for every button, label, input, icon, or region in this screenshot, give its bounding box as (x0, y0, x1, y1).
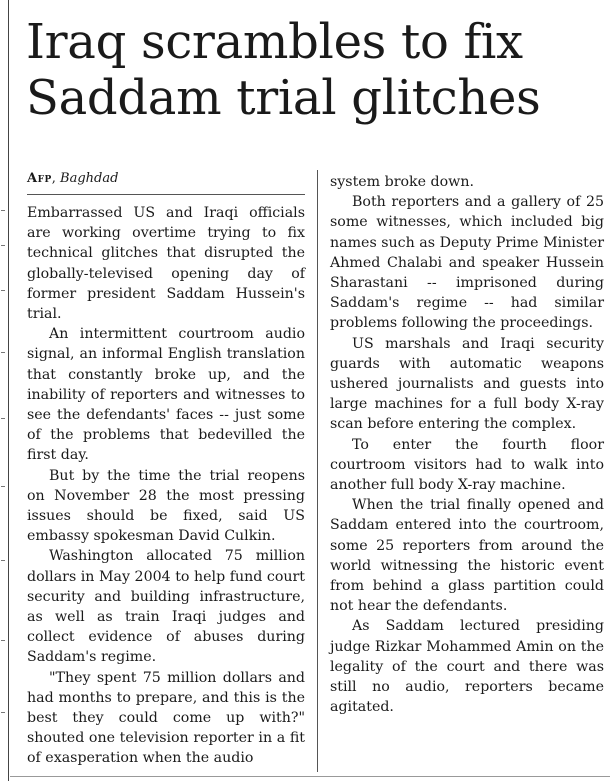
paragraph: US marshals and Iraqi security guards with automatic weapons ushered journalists and guests into large machines for a full body X-ray scan before entering the complex. (330, 335, 604, 433)
paragraph: "They spent 75 million dollars and had months to prepare, and this is the best they could come up with?" shouted one television reporter in a fit of exasperation when the audio (27, 669, 305, 767)
byline: Afp, Baghdad (27, 170, 305, 195)
paragraph: But by the time the trial reopens on November 28 the most pressing issues should be fixed, said US embassy spokesman David Culkin. (27, 467, 305, 545)
article-headline: Iraq scrambles to fix Saddam trial glitches (26, 14, 541, 126)
byline-dateline: Baghdad (60, 171, 119, 186)
paragraph: As Saddam lectured presiding judge Rizkar Mohammed Amin on the legality of the court and there was still no audio, reporters became agitated. (330, 618, 604, 716)
left-margin-ticks (1, 0, 7, 781)
paragraph-continued: system broke down. (330, 174, 474, 190)
paragraph: Washington allocated 75 million dollars in May 2004 to help fund court security and building infrastructure, as well as train Iraqi judges and collect evidence of abuses during Saddam's regime. (27, 548, 305, 666)
column-divider (317, 170, 318, 772)
paragraph: To enter the fourth floor courtroom visitors had to walk into another full body X-ray machine. (330, 436, 604, 494)
paragraph: When the trial finally opened and Saddam entered into the courtroom, some 25 reporters from around the world witnessing the historic event from behind a glass partition could not hear the defendants. (330, 497, 604, 615)
article-right-column (330, 172, 604, 717)
paragraph: Both reporters and a gallery of 25 some witnesses, which included big names such as Deputy Prime Minister Ahmed Chalabi and speaker Hussein Sharastani -- imprisoned during Saddam's regime -- had similar problems following the proceedings. (330, 194, 604, 332)
paragraph: Embarrassed US and Iraqi officials are working overtime trying to fix technical glitches that disrupted the globally-televised opening day of former president Saddam Hussein's trial. (27, 205, 305, 323)
article-left-column (27, 170, 305, 769)
bottom-rule (10, 776, 610, 777)
left-margin-rule (8, 0, 9, 781)
paragraph: An intermittent courtroom audio signal, an informal English translation that constantly broke up, and the inability of reporters and witnesses to see the defendants' faces -- just some of the problems that bedevilled the first day. (27, 326, 305, 464)
byline-agency: Afp (27, 171, 52, 186)
